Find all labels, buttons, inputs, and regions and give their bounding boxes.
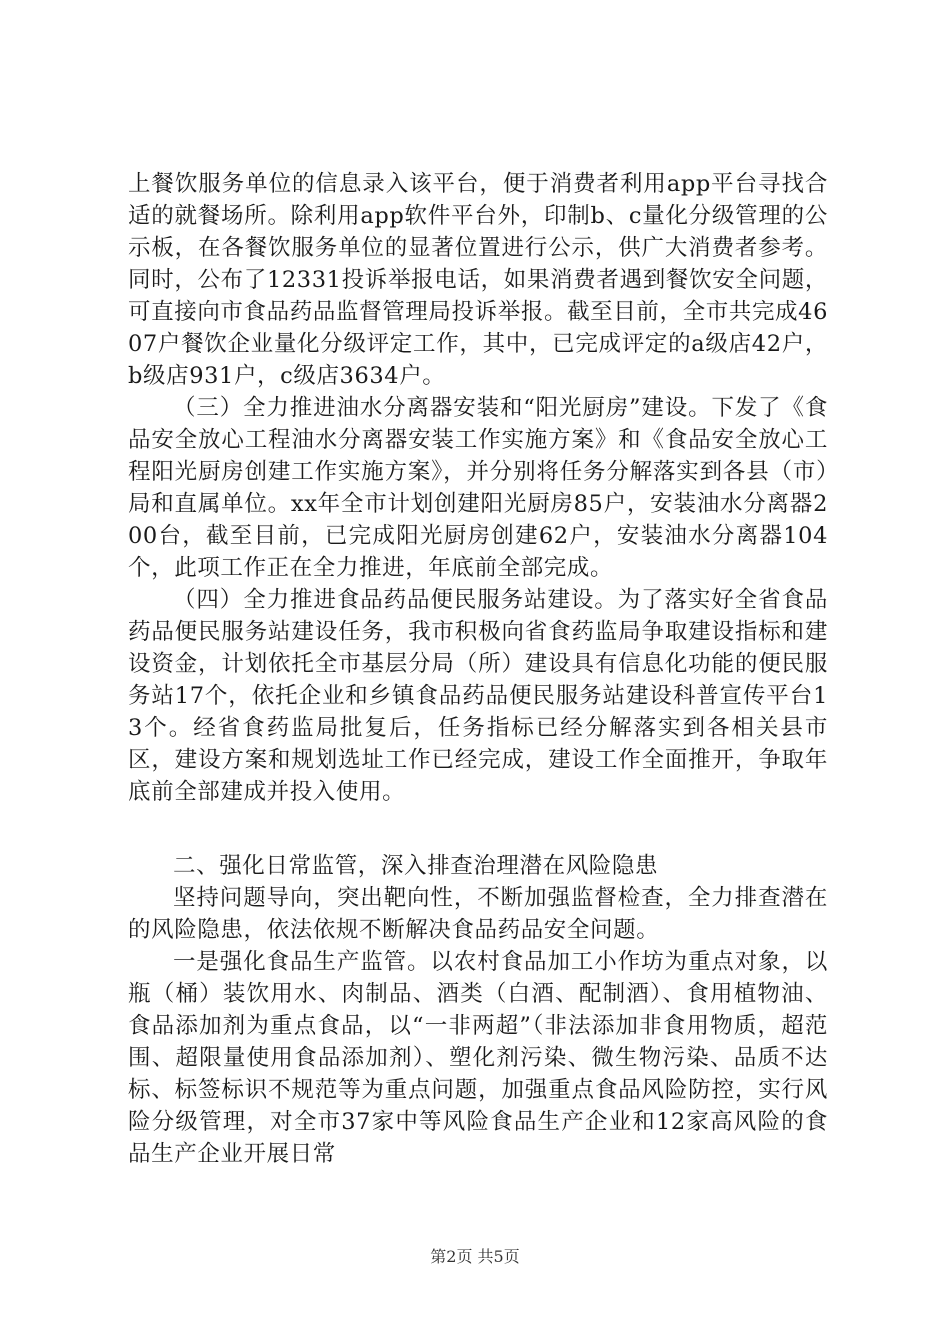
body-section-2 <box>128 850 828 1170</box>
body-paragraph: （四）全力推进食品药品便民服务站建设。为了落实好全省食品药品便民服务站建设任务，我市积极向省食药监局争取建设指标和建设资金，计划依托全市基层分局（所）建设具有信息化功能的便民服务站17个，依托企业和乡镇食品药品便民服务站建设科普宣传平台13个。经省食药监局批复后，任务指标已经分解落实到各相关县市区，建设方案和规划选址工作已经完成，建设工作全面推开，争取年底前全部建成并投入使用。 <box>128 587 828 805</box>
body-paragraph: 一是强化食品生产监管。以农村食品加工小作坊为重点对象，以瓶（桶）装饮用水、肉制品、酒类（白酒、配制酒）、食用植物油、食品添加剂为重点食品，以“一非两超”（非法添加非食用物质，超范围、超限量使用食品添加剂）、塑化剂污染、微生物污染、品质不达标、标签标识不规范等为重点问题，加强重点食品风险防控，实行风险分级管理，对全市37家中等风险食品生产企业和12家高风险的食品生产企业开展日常 <box>128 949 828 1167</box>
document-body <box>128 168 828 1170</box>
body-paragraph: 坚持问题导向，突出靶向性，不断加强监督检查，全力排查潜在的风险隐患，依法依规不断解决食品药品安全问题。 <box>128 885 828 943</box>
body-paragraph: 上餐饮服务单位的信息录入该平台，便于消费者利用app平台寻找合适的就餐场所。除利用app软件平台外，印制b、c量化分级管理的公示板，在各餐饮服务单位的显著位置进行公示，供广大消费者参考。同时，公布了12331投诉举报电话，如果消费者遇到餐饮安全问题，可直接向市食品药品监督管理局投诉举报。截至目前，全市共完成4607户餐饮企业量化分级评定工作，其中，已完成评定的a级店42户，b级店931户，c级店3634户。 <box>128 171 828 389</box>
section-spacer <box>128 808 828 850</box>
body-paragraph: 二、强化日常监管，深入排查治理潜在风险隐患 <box>173 853 659 879</box>
body-section-1 <box>128 168 828 808</box>
page-number-footer: 第2页 共5页 <box>430 1247 520 1266</box>
body-paragraph: （三）全力推进油水分离器安装和“阳光厨房”建设。下发了《食品安全放心工程油水分离器安装工作实施方案》和《食品安全放心工程阳光厨房创建工作实施方案》，并分别将任务分解落实到各县（市）局和直属单位。xx年全市计划创建阳光厨房85户，安装油水分离器200台，截至目前，已完成阳光厨房创建62户，安装油水分离器104个，此项工作正在全力推进，年底前全部完成。 <box>128 395 828 581</box>
